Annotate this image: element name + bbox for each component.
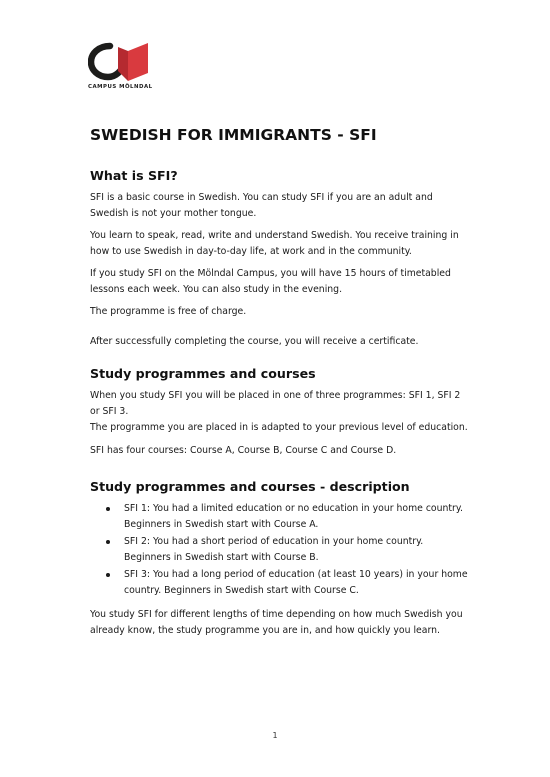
list-item-text: SFI 2: You had a short period of education in your home country. Beginners in Swedish start with Course B. xyxy=(124,536,424,563)
logo-text: CAMPUS MÖLNDAL xyxy=(88,84,153,90)
section-heading: What is SFI? xyxy=(90,168,178,183)
section-heading: Study programmes and courses xyxy=(90,366,316,381)
page-title: SWEDISH FOR IMMIGRANTS - SFI xyxy=(90,126,377,144)
paragraph: You study SFI for different lengths of time depending on how much Swedish you already know, the study programme you are in, and how quickly you learn. xyxy=(90,609,463,636)
list-item xyxy=(124,534,470,566)
section-study-programmes xyxy=(90,366,470,459)
campus-molndal-logo xyxy=(88,40,168,100)
bullet-icon xyxy=(106,573,110,577)
list-item xyxy=(124,567,470,599)
section-heading: Study programmes and courses - description xyxy=(90,479,410,494)
list-item-text: SFI 1: You had a limited education or no education in your home country. Beginners in Swedish start with Course A. xyxy=(124,503,464,530)
section-what-is-sfi xyxy=(90,168,470,350)
logo-mark-icon xyxy=(88,40,168,84)
paragraph: SFI is a basic course in Swedish. You can study SFI if you are an adult and Swedish is not your mother tongue. xyxy=(90,192,433,219)
page-number: 1 xyxy=(272,731,278,740)
paragraph xyxy=(90,388,470,436)
paragraph-line: When you study SFI you will be placed in one of three programmes: SFI 1, SFI 2 or SFI 3. xyxy=(90,390,461,417)
list-item xyxy=(124,501,470,533)
bullet-icon xyxy=(106,540,110,544)
list-item-text: SFI 3: You had a long period of education (at least 10 years) in your home country. Beginners in Swedish start with Course C. xyxy=(124,569,468,596)
paragraph: The programme is free of charge. xyxy=(90,306,247,317)
paragraph: If you study SFI on the Mölndal Campus, you will have 15 hours of timetabled lessons each week. You can also study in the evening. xyxy=(90,268,451,295)
document-body xyxy=(90,126,470,645)
paragraph-line: The programme you are placed in is adapted to your previous level of education. xyxy=(90,422,468,433)
bullet-icon xyxy=(106,507,110,511)
bullet-list xyxy=(90,501,470,599)
paragraph: You learn to speak, read, write and understand Swedish. You receive training in how to use Swedish in day-to-day life, at work and in the community. xyxy=(90,230,459,257)
paragraph: SFI has four courses: Course A, Course B, Course C and Course D. xyxy=(90,445,397,456)
paragraph: After successfully completing the course, you will receive a certificate. xyxy=(90,336,419,347)
section-programmes-description xyxy=(90,479,470,639)
